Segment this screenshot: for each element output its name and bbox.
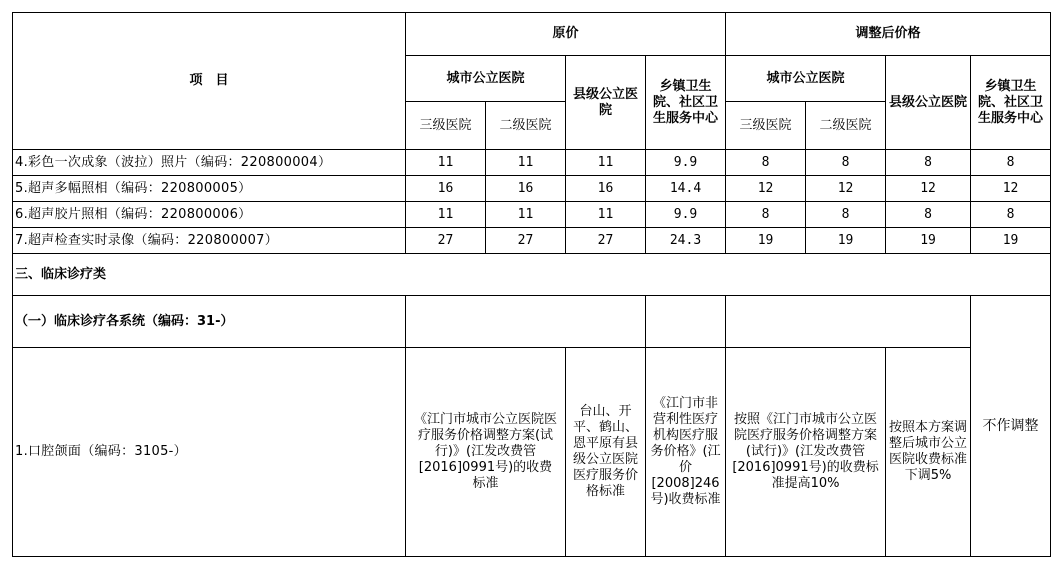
item-name: 4.彩色一次成象（波拉）照片（编码：220800004） xyxy=(13,150,406,176)
price-cell: 19 xyxy=(971,228,1051,254)
table-row xyxy=(13,150,1051,176)
table-row xyxy=(13,228,1051,254)
price-cell: 8 xyxy=(726,202,806,228)
price-table xyxy=(12,12,1051,557)
price-cell: 12 xyxy=(726,176,806,202)
price-cell: 16 xyxy=(486,176,566,202)
original-price-header: 原价 xyxy=(406,13,726,56)
price-cell: 11 xyxy=(486,150,566,176)
price-cell: 9.9 xyxy=(646,150,726,176)
township-original-price-note: 《江门市非营利性医疗机构医疗服务价格》(江价[2008]246号)收费标准 xyxy=(646,348,726,557)
price-cell: 8 xyxy=(886,202,971,228)
price-cell: 8 xyxy=(886,150,971,176)
table-row xyxy=(13,176,1051,202)
price-cell: 19 xyxy=(806,228,886,254)
price-cell: 12 xyxy=(971,176,1051,202)
price-cell: 14.4 xyxy=(646,176,726,202)
price-cell: 8 xyxy=(971,150,1051,176)
price-cell: 16 xyxy=(406,176,486,202)
price-cell: 19 xyxy=(886,228,971,254)
price-cell: 24.3 xyxy=(646,228,726,254)
price-cell: 8 xyxy=(806,150,886,176)
grade3-header: 三级医院 xyxy=(406,102,486,150)
price-cell: 11 xyxy=(566,150,646,176)
price-cell: 8 xyxy=(726,150,806,176)
price-cell: 11 xyxy=(406,150,486,176)
item-name: 1.口腔颌面（编码：3105-） xyxy=(13,348,406,557)
adj-grade2-header: 二级医院 xyxy=(806,102,886,150)
county-adjusted-price-note: 按照本方案调整后城市公立医院收费标准下调5% xyxy=(886,348,971,557)
county-original-price-note: 台山、开平、鹤山、恩平原有县级公立医院医疗服务价格标准 xyxy=(566,348,646,557)
table-row xyxy=(13,202,1051,228)
empty-cell xyxy=(646,296,726,348)
subsection-heading: （一）临床诊疗各系统（编码：31-） xyxy=(13,296,406,348)
price-cell: 11 xyxy=(566,202,646,228)
price-cell: 27 xyxy=(566,228,646,254)
price-cell: 8 xyxy=(806,202,886,228)
price-cell: 9.9 xyxy=(646,202,726,228)
price-cell: 27 xyxy=(486,228,566,254)
section-heading: 三、临床诊疗类 xyxy=(13,254,1051,296)
price-cell: 16 xyxy=(566,176,646,202)
county-public-hospital-header: 县级公立医院 xyxy=(566,56,646,150)
township-adjustment-note: 不作调整 xyxy=(971,296,1051,557)
adj-county-public-hospital-header: 县级公立医院 xyxy=(886,56,971,150)
item-name: 7.超声检查实时录像（编码：220800007） xyxy=(13,228,406,254)
price-cell: 8 xyxy=(971,202,1051,228)
empty-cell xyxy=(726,296,971,348)
price-cell: 12 xyxy=(806,176,886,202)
adjusted-price-header: 调整后价格 xyxy=(726,13,1051,56)
adj-township-center-header: 乡镇卫生院、社区卫生服务中心 xyxy=(971,56,1051,150)
item-header: 项 目 xyxy=(13,13,406,150)
price-cell: 27 xyxy=(406,228,486,254)
city-public-hospital-header: 城市公立医院 xyxy=(406,56,566,102)
city-adjusted-price-note: 按照《江门市城市公立医院医疗服务价格调整方案(试行)》(江发改费管[2016]0991号)的收费标准提高10% xyxy=(726,348,886,557)
grade2-header: 二级医院 xyxy=(486,102,566,150)
price-cell: 11 xyxy=(486,202,566,228)
item-name: 5.超声多幅照相（编码：220800005） xyxy=(13,176,406,202)
township-center-header: 乡镇卫生院、社区卫生服务中心 xyxy=(646,56,726,150)
price-cell: 19 xyxy=(726,228,806,254)
adj-city-public-hospital-header: 城市公立医院 xyxy=(726,56,886,102)
empty-cell xyxy=(406,296,646,348)
price-cell: 11 xyxy=(406,202,486,228)
price-cell: 12 xyxy=(886,176,971,202)
adj-grade3-header: 三级医院 xyxy=(726,102,806,150)
item-name: 6.超声胶片照相（编码：220800006） xyxy=(13,202,406,228)
city-original-price-note: 《江门市城市公立医院医疗服务价格调整方案(试行)》(江发改费管[2016]0991号)的收费标准 xyxy=(406,348,566,557)
